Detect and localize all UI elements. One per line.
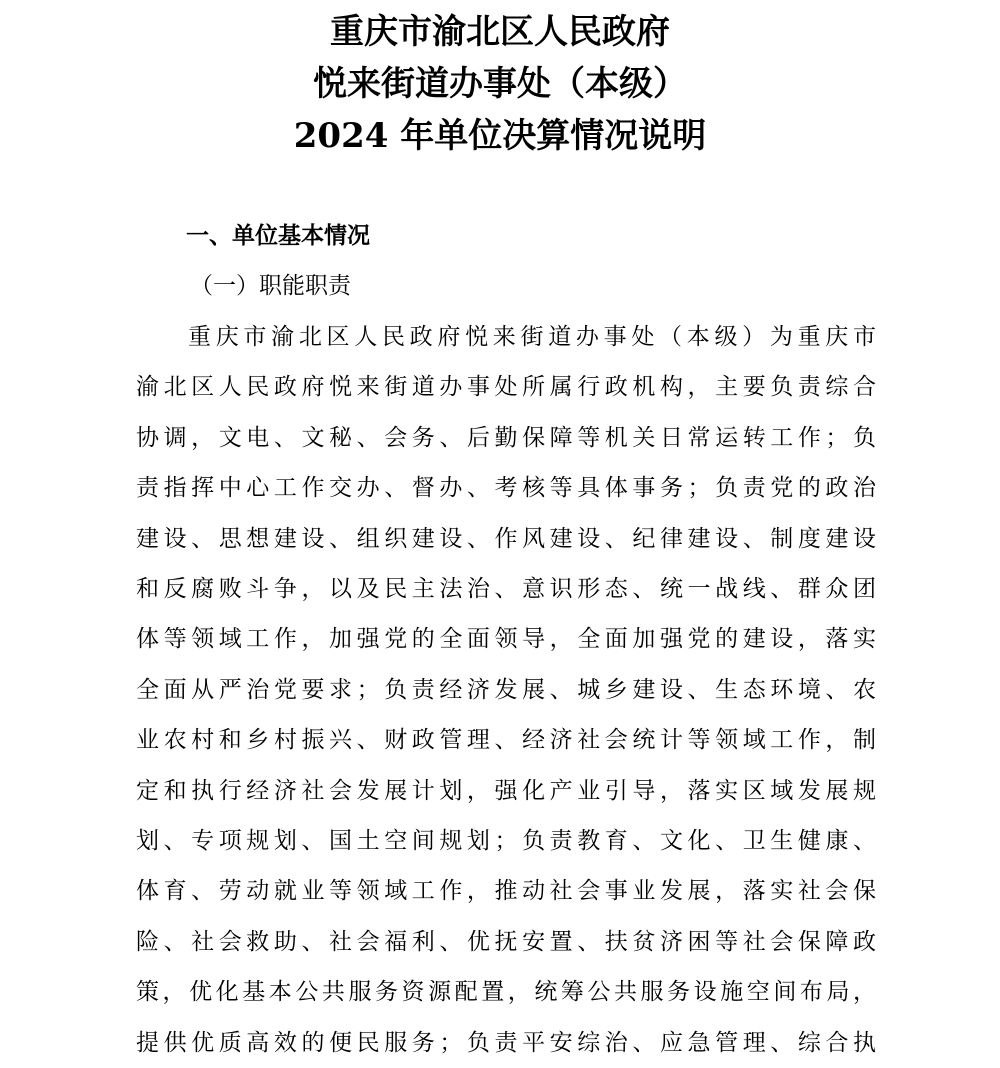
section-heading: 一、单位基本情况 (186, 223, 370, 249)
body-line: 策，优化基本公共服务资源配置，统筹公共服务设施空间布局， (136, 979, 876, 1006)
body-line: 提供优质高效的便民服务；负责平安综治、应急管理、综合执 (136, 1029, 876, 1056)
title-line-2: 悦来街道办事处（本级） (313, 64, 687, 104)
body-line: 协调，文电、文秘、会务、后勤保障等机关日常运转工作；负 (136, 424, 876, 451)
title-line-1: 重庆市渝北区人民政府 (330, 12, 670, 52)
document-title (0, 6, 1000, 162)
body-line: 定和执行经济社会发展计划，强化产业引导，落实区域发展规 (136, 777, 876, 804)
body-paragraph (136, 312, 876, 1068)
subsection-heading: （一）职能职责 (190, 273, 351, 299)
body-line: 业农村和乡村振兴、财政管理、经济社会统计等领域工作，制 (136, 727, 876, 754)
body-line: 划、专项规划、国土空间规划；负责教育、文化、卫生健康、 (136, 828, 876, 855)
body-line: 和反腐败斗争，以及民主法治、意识形态、统一战线、群众团 (136, 576, 876, 603)
body-line: 体育、劳动就业等领域工作，推动社会事业发展，落实社会保 (136, 878, 876, 905)
body-line: 险、社会救助、社会福利、优抚安置、扶贫济困等社会保障政 (136, 928, 876, 955)
body-line: 渝北区人民政府悦来街道办事处所属行政机构，主要负责综合 (136, 374, 876, 401)
body-line: 建设、思想建设、组织建设、作风建设、纪律建设、制度建设 (136, 525, 876, 552)
title-line-3: 2024 年单位决算情况说明 (293, 116, 707, 156)
body-line: 全面从严治党要求；负责经济发展、城乡建设、生态环境、农 (136, 676, 876, 703)
body-line: 责指挥中心工作交办、督办、考核等具体事务；负责党的政治 (136, 475, 876, 502)
body-line: 重庆市渝北区人民政府悦来街道办事处（本级）为重庆市 (188, 324, 876, 350)
body-line: 体等领域工作，加强党的全面领导，全面加强党的建设，落实 (136, 626, 876, 653)
